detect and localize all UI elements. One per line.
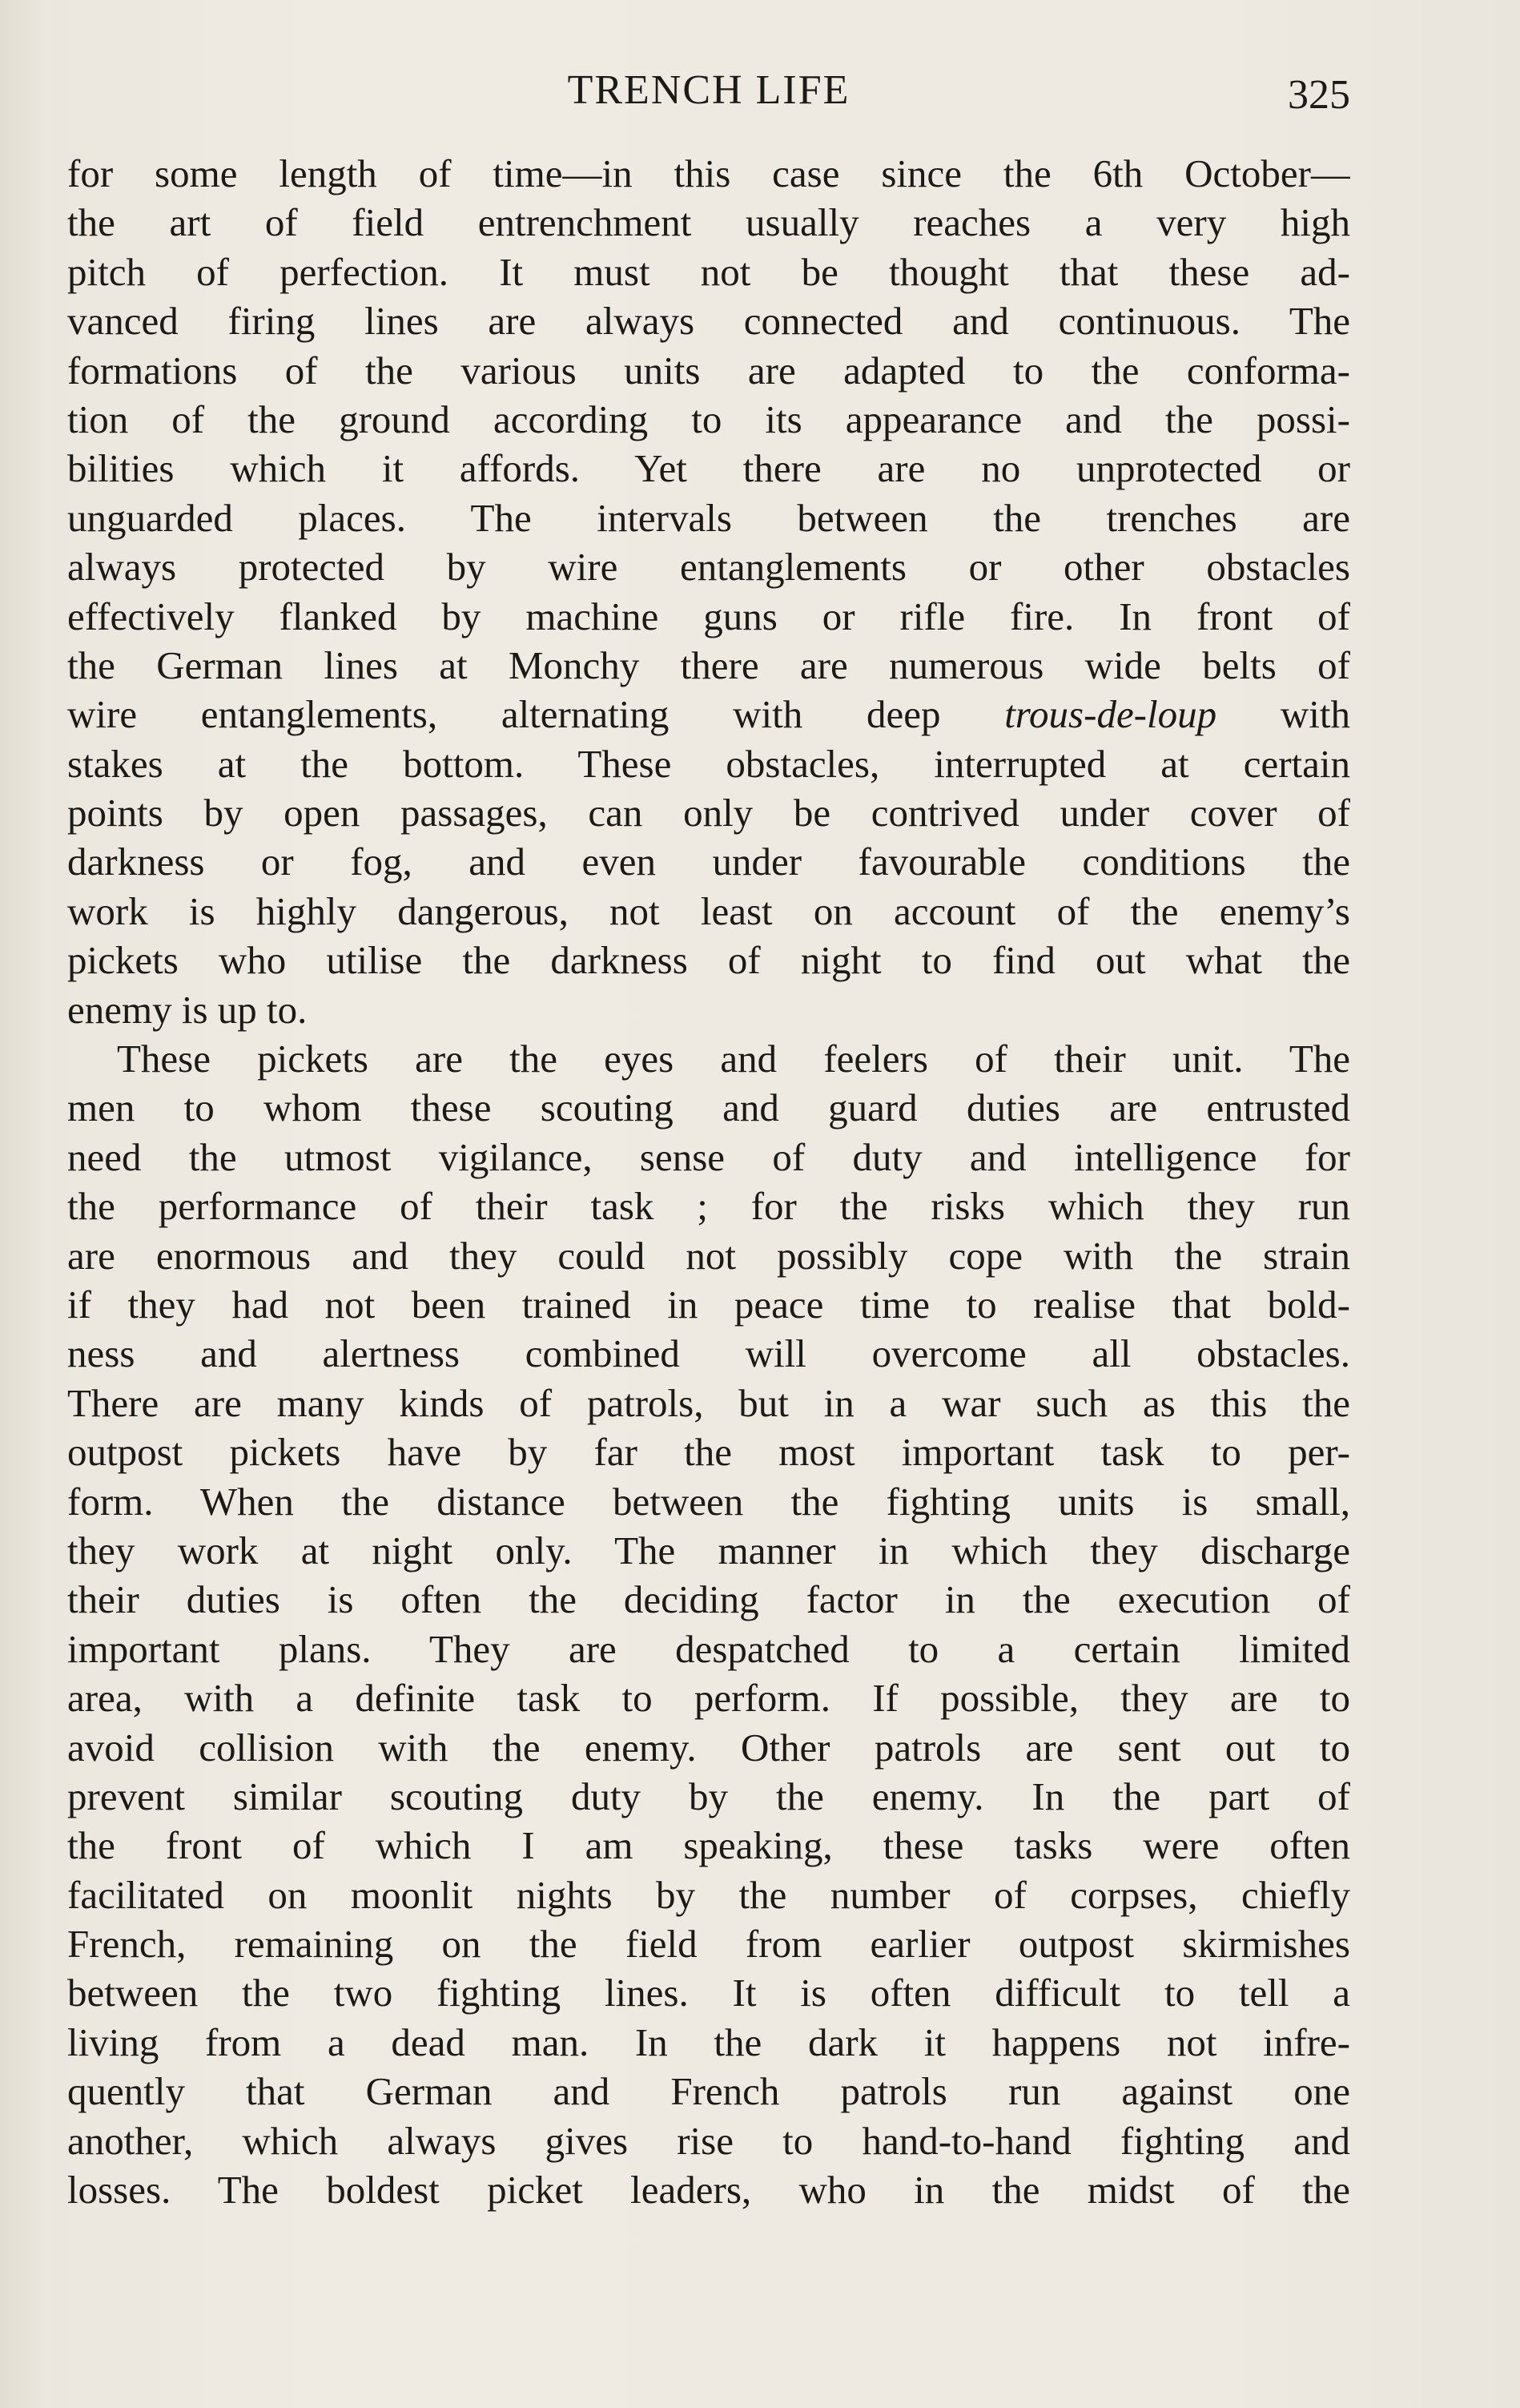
- text-line: facilitated on moonlit nights by the number of corpses, chiefly: [67, 1872, 1350, 1917]
- text-line: the art of field entrenchment usually reaches a very high: [67, 200, 1350, 245]
- text-line: area, with a definite task to perform. If possible, they are to: [67, 1676, 1350, 1721]
- text-line: pickets who utilise the darkness of night to find out what the: [67, 938, 1350, 983]
- body-text: [67, 149, 1350, 2214]
- text-line: men to whom these scouting and guard duties are entrusted: [67, 1085, 1350, 1130]
- text-line: pitch of perfection. It must not be thought that these ad-: [67, 249, 1350, 294]
- text-line: another, which always gives rise to hand-to-hand fighting and: [67, 2118, 1350, 2163]
- text-line: form. When the distance between the fighting units is small,: [67, 1479, 1350, 1524]
- text-line: always protected by wire entanglements or other obstacles: [67, 545, 1350, 590]
- text-line: outpost pickets have by far the most important task to per-: [67, 1430, 1350, 1475]
- italic-term: trous-de-loup: [1004, 692, 1217, 737]
- running-head: [67, 62, 1350, 119]
- page-number: 325: [1288, 72, 1350, 118]
- running-title: TRENCH LIFE: [567, 67, 850, 113]
- text-line: their duties is often the deciding factor in the execution of: [67, 1577, 1350, 1622]
- paragraph-end-line: enemy is up to.: [67, 987, 308, 1032]
- text-line: they work at night only. The manner in which they discharge: [67, 1528, 1350, 1572]
- text-line: formations of the various units are adapted to the conforma-: [67, 348, 1350, 393]
- text-line: darkness or fog, and even under favourable conditions the: [67, 840, 1350, 884]
- text-line: work is highly dangerous, not least on account of the enemy’s: [67, 888, 1350, 933]
- text-line: the front of which I am speaking, these tasks were often: [67, 1823, 1350, 1868]
- text-line: need the utmost vigilance, sense of duty and intelligence for: [67, 1134, 1350, 1179]
- text-line: stakes at the bottom. These obstacles, interrupted at certain: [67, 741, 1350, 786]
- text-line: the performance of their task ; for the risks which they run: [67, 1184, 1350, 1229]
- text-line: important plans. They are despatched to a certain limited: [67, 1626, 1350, 1671]
- text-line: prevent similar scouting duty by the enemy. In the part of: [67, 1774, 1350, 1818]
- text-line: ness and alertness combined will overcome all obstacles.: [67, 1331, 1350, 1376]
- text-line: losses. The boldest picket leaders, who in the midst of the: [67, 2168, 1350, 2213]
- paragraph-start-line: These pickets are the eyes and feelers of their unit. The: [117, 1037, 1350, 1081]
- text-line: bilities which it affords. Yet there are no unprotected or: [67, 446, 1350, 491]
- text-line: quently that German and French patrols run against one: [67, 2069, 1350, 2114]
- text-line: if they had not been trained in peace time to realise that bold-: [67, 1282, 1350, 1327]
- text-line: avoid collision with the enemy. Other patrols are sent out to: [67, 1725, 1350, 1770]
- text-segment: with: [1216, 692, 1350, 737]
- text-line-with-italic: [67, 690, 1350, 739]
- text-line: There are many kinds of patrols, but in a war such as this the: [67, 1380, 1350, 1425]
- text-line: the German lines at Monchy there are numerous wide belts of: [67, 642, 1350, 687]
- text-line: effectively flanked by machine guns or rifle fire. In front of: [67, 594, 1350, 638]
- text-segment: wire entanglements, alternating with deep: [67, 692, 1005, 737]
- text-line: for some length of time—in this case since the 6th October—: [67, 151, 1350, 195]
- text-line: points by open passages, can only be contrived under cover of: [67, 791, 1350, 836]
- text-line: French, remaining on the field from earlier outpost skirmishes: [67, 1922, 1350, 1967]
- text-line: unguarded places. The intervals between the trenches are: [67, 495, 1350, 540]
- text-line: between the two fighting lines. It is often difficult to tell a: [67, 1971, 1350, 2015]
- text-line: are enormous and they could not possibly cope with the strain: [67, 1233, 1350, 1278]
- text-line: tion of the ground according to its appearance and the possi-: [67, 397, 1350, 441]
- text-line: vanced firing lines are always connected and continuous. The: [67, 299, 1350, 344]
- text-line: living from a dead man. In the dark it happens not infre-: [67, 2019, 1350, 2064]
